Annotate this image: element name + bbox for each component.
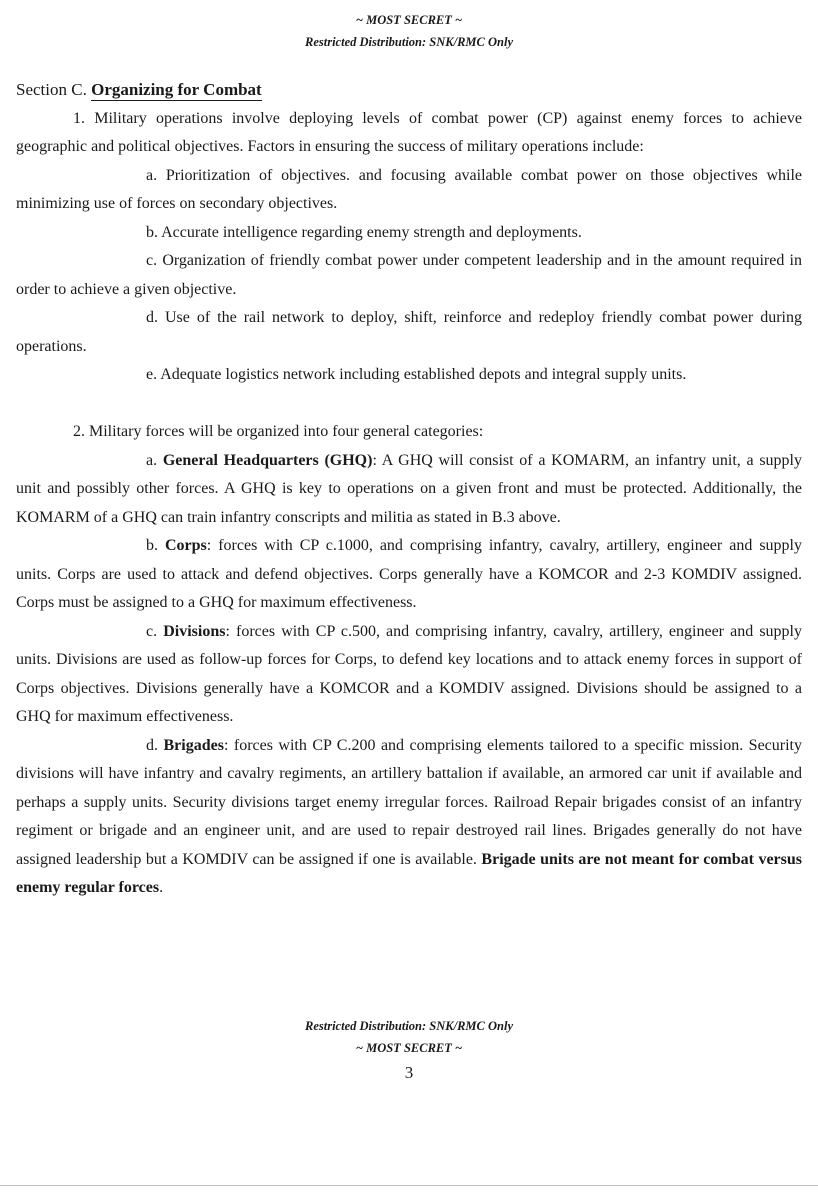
- document-body: [16, 76, 802, 903]
- header-distribution: Restricted Distribution: SNK/RMC Only: [304, 35, 514, 49]
- item-prefix: c.: [146, 622, 164, 640]
- section-heading: [16, 76, 802, 105]
- item-term: General Headquarters (GHQ): [162, 451, 373, 469]
- item-prefix: a.: [146, 451, 163, 469]
- para1-item-b: b. Accurate intelligence regarding enemy strength and deployments.: [146, 223, 582, 241]
- item-prefix: b.: [146, 537, 165, 554]
- item-closing-emphasis: Brigade units are not meant for combat versus enemy regular forces: [16, 850, 802, 896]
- page-number: 3: [404, 1063, 414, 1082]
- para1-item-e: e. Adequate logistics network including established depots and integral supply units.: [146, 366, 687, 383]
- para1-intro: 1. Military operations involve deploying levels of combat power (CP) against enemy forces to achieve geographic and political objectives. Factors in ensuring the success of military operations include:: [16, 109, 802, 155]
- footer-distribution: Restricted Distribution: SNK/RMC Only: [304, 1019, 514, 1033]
- footer-classification: ~ MOST SECRET ~: [355, 1041, 463, 1055]
- item-prefix: d.: [146, 736, 164, 754]
- header-classification: ~ MOST SECRET ~: [355, 13, 463, 27]
- scan-edge-line: [0, 1185, 818, 1186]
- item-term: Corps: [165, 537, 207, 554]
- para2-intro: 2. Military forces will be organized into four general categories:: [73, 423, 484, 440]
- item-text: : forces with CP c.500, and comprising infantry, cavalry, artillery, engineer and supply units. Divisions are used as follow-up forces for Corps, to defend key locations and to attack enemy forces in support of Corps objectives. Divisions generally have a KOMCOR and a KOMDIV assigned. Divisions should be assigned to a GHQ for maximum effectiveness.: [16, 622, 803, 725]
- item-term: Divisions: [163, 622, 226, 640]
- para2-item-brigades: [16, 732, 802, 903]
- para1-item-c: c. Organization of friendly combat power under competent leadership and in the amount required in order to achieve a given objective.: [16, 252, 802, 298]
- para1-item-a: a. Prioritization of objectives. and focusing available combat power on those objectives while minimizing use of forces on secondary objectives.: [16, 166, 802, 212]
- section-prefix: Section C.: [16, 80, 92, 99]
- item-text: : A GHQ will consist of a KOMARM, an infantry unit, a supply unit and possibly other forces. A GHQ is key to operations on a given front and must be protected. Additionally, the KOMARM of a GHQ can train infantry conscripts and militia as stated in B.3 above.: [16, 451, 802, 526]
- item-text: : forces with CP C.200 and comprising elements tailored to a specific mission. Security divisions will have infantry and cavalry regiments, an artillery battalion if available, an armored car unit if available and perhaps a supply units. Security divisions target enemy irregular forces. Railroad Repair brigades consist of an infantry regiment or brigade and an engineer unit, and are used to repair destroyed rail lines. Brigades generally do not have assigned leadership but a KOMDIV can be assigned if one is available.: [16, 736, 803, 868]
- para2-item-ghq: [16, 447, 802, 533]
- section-title: Organizing for Combat: [91, 80, 262, 99]
- item-text: : forces with CP c.1000, and comprising infantry, cavalry, artillery, engineer and supply units. Corps are used to attack and defend objectives. Corps generally have a KOMCOR and 2-3 KOMDIV assigned. Corps must be assigned to a GHQ for maximum effectiveness.: [16, 537, 803, 611]
- item-term: Brigades: [163, 736, 224, 754]
- item-end: .: [159, 879, 164, 896]
- para2-item-divisions: [16, 618, 802, 732]
- para2-item-corps: [16, 532, 802, 618]
- para1-item-d: d. Use of the rail network to deploy, shift, reinforce and redeploy friendly combat power during operations.: [16, 309, 802, 355]
